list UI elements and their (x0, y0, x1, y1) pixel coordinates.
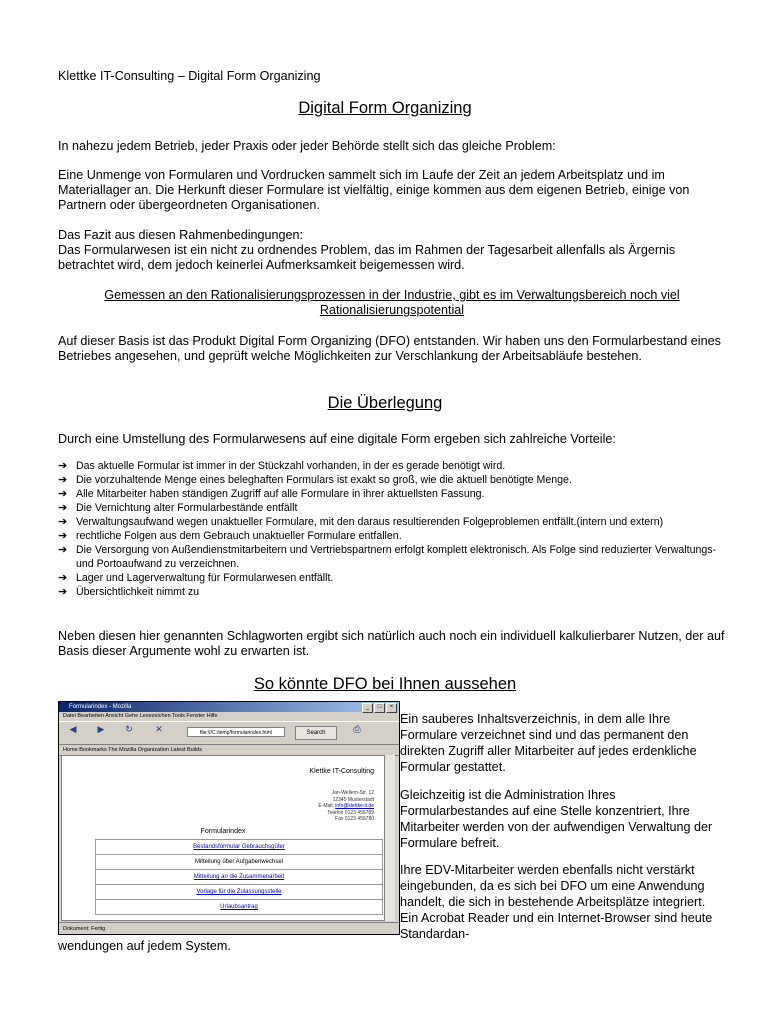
reload-icon: ↻ (125, 724, 133, 734)
arrow-right-icon: ➔ (58, 488, 68, 500)
window-controls (362, 703, 397, 713)
browser-page (61, 755, 385, 921)
form-link: Bestandsformular Gebrauchsgüter (95, 839, 383, 855)
url-field: file:///C:/temp/formularindex.html (187, 727, 285, 737)
browser-screenshot (58, 701, 400, 935)
arrow-right-icon: ➔ (58, 474, 68, 486)
arrow-right-icon: ➔ (58, 586, 68, 598)
personal-toolbar: Home Bookmarks The Mozilla Organization Latest Builds (59, 745, 399, 756)
form-index-list (95, 839, 383, 914)
side-text-inhaltsverzeichnis: Ein sauberes Inhaltsverzeichnis, in dem alle Ihre Formulare verzeichnet sind und das permanent den direkten Zugriff aller Mitarbeiter auf jedes erdenkliche Formular gestattet. (400, 712, 697, 774)
window-titlebar (59, 702, 399, 712)
list-item: ➔ Übersichtlichkeit nimmt zu (58, 586, 200, 598)
form-index-title: Formularindex (200, 828, 246, 835)
arrow-right-icon: ➔ (58, 502, 68, 514)
closing-text: wendungen auf jedem System. (58, 939, 231, 953)
company-name: Klettke IT-Consulting (309, 768, 374, 775)
list-item: ➔ rechtliche Folgen aus dem Gebrauch unaktueller Formulare entfallen. (58, 530, 402, 542)
browser-statusbar: Dokument: Fertig (59, 922, 399, 934)
maximize-icon: □ (374, 703, 385, 713)
paragraph-nutzen: Neben diesen hier genannten Schlagworten ergibt sich natürlich auch noch ein individuell kalkulierbarer Nutzen, der auf Basis dieser Argumente wohl zu erwarten ist. (58, 629, 725, 658)
list-item: ➔ Das aktuelle Formular ist immer in der Stückzahl vorhanden, in der es gerade benötigt wird. (58, 460, 506, 472)
window-title: Formularindex - Mozilla (69, 704, 132, 710)
search-button: Search (295, 726, 337, 740)
arrow-right-icon: ➔ (58, 530, 68, 542)
list-item: ➔ Lager und Lagerverwaltung für Formularwesen entfällt. (58, 572, 334, 584)
paragraph-unmenge: Eine Unmenge von Formularen und Vordrucken sammelt sich im Laufe der Zeit an jedem Arbeitsplatz und im Materiallager an. Die Herkunft dieser Formulare ist vielfältig, einige kommen aus dem eigenen Betrieb, einige von Partnern oder übergeordneten Organisationen. (58, 168, 690, 212)
forward-icon: ▶ (97, 724, 105, 734)
list-item: ➔ Die Vernichtung alter Formularbestände entfällt (58, 502, 298, 514)
minimize-icon: _ (362, 703, 373, 713)
arrow-right-icon: ➔ (58, 572, 68, 584)
intro-paragraph: In nahezu jedem Betrieb, jeder Praxis oder jeder Behörde stellt sich das gleiche Problem: (58, 139, 556, 153)
form-link: Vorlage für die Zulassungsstelle (95, 884, 383, 900)
side-text-edv: Ihre EDV-Mitarbeiter werden ebenfalls nicht verstärkt eingebunden, da es sich bei DFO um eine Anwendung handelt, die sich in bestehende Arbeitsplätze integriert. Ein Acrobat Reader und ein Internet-Browser sind heute Standardan- (400, 863, 713, 941)
arrow-right-icon: ➔ (58, 544, 68, 556)
list-item: ➔ Verwaltungsaufwand wegen unaktueller Formulare, mit den daraus resultierenden Folgeproblemen entfällt.(intern und extern) (58, 516, 664, 528)
arrow-right-icon: ➔ (58, 460, 68, 472)
list-item: ➔ Die vorzuhaltende Menge eines beleghaften Formulars ist exakt so groß, wie die aktuell benötigte Menge. (58, 474, 572, 486)
section-heading-ueberlegung: Die Überlegung (327, 394, 443, 412)
section-heading-aussehen: So könnte DFO bei Ihnen aussehen (253, 675, 517, 693)
company-address: Jan-Wellem-Str. 12 12345 Musterstadt E-Mail: info@klettke-it.de Telefon 0123 456789 Fax 0123 456780 (318, 790, 374, 822)
print-icon: ⎙ (353, 724, 361, 734)
document-header: Klettke IT-Consulting – Digital Form Organizing (58, 69, 321, 83)
close-icon: × (386, 703, 397, 713)
paragraph-vorteile: Durch eine Umstellung des Formularwesens auf eine digitale Form ergeben sich zahlreiche Vorteile: (58, 432, 616, 446)
page-title: Digital Form Organizing (298, 99, 472, 117)
stop-icon: ✕ (155, 724, 163, 734)
back-icon: ◀ (69, 724, 77, 734)
form-link: Mitteilung an die Zusammenarbeit (95, 869, 383, 885)
arrow-right-icon: ➔ (58, 516, 68, 528)
form-link: Urlaubsantrag (95, 899, 383, 915)
paragraph-fazit-heading: Das Fazit aus diesen Rahmenbedingungen: (58, 228, 304, 242)
advantages-list (58, 459, 728, 599)
paragraph-dfo-basis: Auf dieser Basis ist das Produkt Digital Form Organizing (DFO) entstanden. Wir haben uns den Formularbestand eines Betriebes angesehen, und geprüft welche Möglichkeiten zur Verschlankung der Arbeitsabläufe bestehen. (58, 334, 721, 363)
list-item: ➔ Die Versorgung von Außendienstmitarbeitern und Vertriebspartnern erfolgt komplett elektronisch. Als Folge sind reduzierter Verwaltungs- und Portoaufwand zu verzeichnen. (58, 544, 717, 570)
paragraph-fazit: Das Formularwesen ist ein nicht zu ordnendes Problem, das im Rahmen der Tagesarbeit allenfalls als Ärgernis betrachtet wird, dem jedoch keinerlei Aufmerksamkeit beigemessen wird. (58, 243, 676, 272)
rationalization-highlight: Gemessen an den Rationalisierungsprozessen in der Industrie, gibt es im Verwaltungsbereich noch viel Rationalisierungspotential (104, 288, 680, 317)
browser-toolbar (59, 721, 399, 745)
browser-menubar: Datei Bearbeiten Ansicht Gehe Lesezeichen Tools Fenster Hilfe (63, 713, 218, 719)
browser-scrollbar (385, 755, 395, 921)
side-text-administration: Gleichzeitig ist die Administration Ihres Formularbestandes auf eine Stelle konzentriert, Ihre Mitarbeiter werden von der aufwendigen Verwaltung der Formulare befreit. (400, 788, 713, 850)
list-item: ➔ Alle Mitarbeiter haben ständigen Zugriff auf alle Formulare in ihrer aktuellsten Fassung. (58, 488, 485, 500)
form-link: Mitteilung über Aufgabenwechsel (95, 854, 383, 870)
